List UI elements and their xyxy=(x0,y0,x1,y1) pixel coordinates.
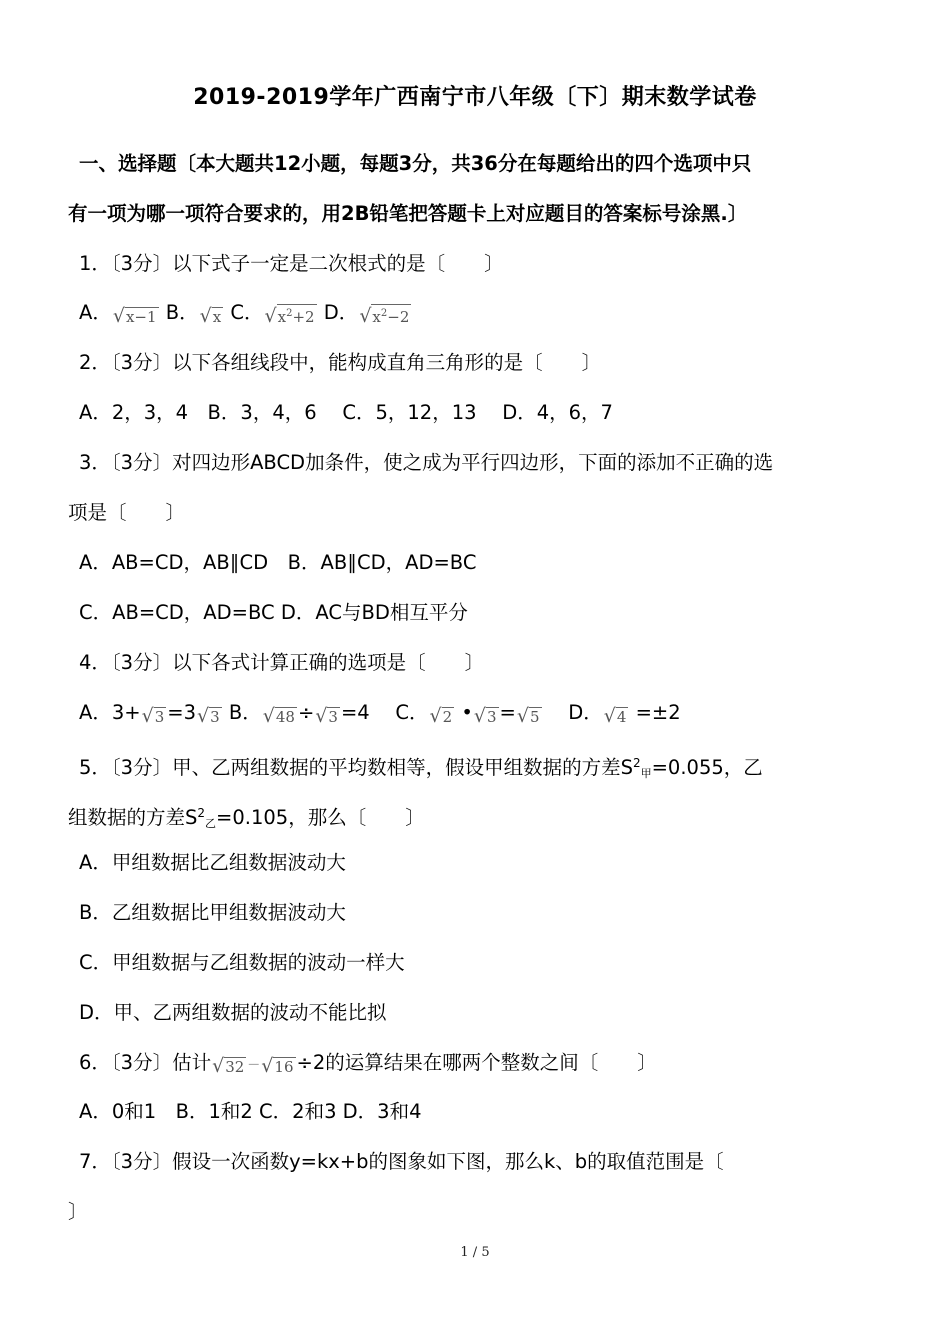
option-text: D． xyxy=(542,701,603,724)
stem-text: ÷2的运算结果在哪两个整数之间〔 〕 xyxy=(296,1051,657,1074)
radicand-exponent: 2 xyxy=(380,308,388,319)
radical-sign: √ xyxy=(197,705,210,727)
section-heading-line2: 有一项为哪一项符合要求的，用2B铅笔把答题卡上对应题目的答案标号涂黑.〕 xyxy=(68,202,748,225)
radicand: 16 xyxy=(274,1058,294,1076)
option-label: C． xyxy=(224,301,264,324)
superscript: 2 xyxy=(632,756,641,770)
option-text: A．3+ xyxy=(79,701,141,724)
question-3-options-ab: A．AB=CD，AB∥CD B．AB∥CD，AD=BC xyxy=(79,551,477,574)
radicand: 5 xyxy=(529,708,540,726)
question-5-option-c: C．甲组数据与乙组数据的波动一样大 xyxy=(79,951,405,974)
radical-sign: √ xyxy=(429,705,442,727)
option-text: =±2 xyxy=(629,701,681,724)
page-number: 1 / 5 xyxy=(460,1245,490,1260)
sqrt-expression xyxy=(200,306,224,326)
question-6-options: A．0和1 B．1和2 C．2和3 D．3和4 xyxy=(79,1100,422,1123)
radicand: 4 xyxy=(616,708,627,726)
radicand: 48 xyxy=(275,708,295,726)
document-title: 2019-2019学年广西南宁市八年级〔下〕期末数学试卷 xyxy=(193,85,757,110)
question-1-stem: 1．〔3分〕以下式子一定是二次根式的是〔 〕 xyxy=(79,252,504,275)
option-label: A． xyxy=(79,301,112,324)
radical-sign: √ xyxy=(603,705,616,727)
question-2-stem: 2．〔3分〕以下各组线段中，能构成直角三角形的是〔 〕 xyxy=(79,351,602,374)
sqrt-expression xyxy=(474,706,499,726)
radical-sign: √ xyxy=(261,1055,274,1077)
sqrt-expression xyxy=(359,304,411,326)
option-label: D． xyxy=(317,301,359,324)
radical-sign: √ xyxy=(315,705,328,727)
radical-sign: √ xyxy=(199,305,212,327)
option-text: =4 C． xyxy=(340,701,429,724)
sqrt-expression xyxy=(604,706,629,726)
radicand-tail: −2 xyxy=(387,308,410,326)
radicand xyxy=(277,304,317,326)
option-text: ÷ xyxy=(297,701,315,724)
question-5-option-d: D．甲、乙两组数据的波动不能比拟 xyxy=(79,1001,387,1024)
radical-sign: √ xyxy=(141,705,154,727)
question-4-stem: 4．〔3分〕以下各式计算正确的选项是〔 〕 xyxy=(79,651,485,674)
radicand: 3 xyxy=(210,708,220,726)
radical-sign: √ xyxy=(473,705,486,727)
radicand: 3 xyxy=(154,708,165,726)
question-3-options-cd: C．AB=CD，AD=BC D．AC与BD相互平分 xyxy=(79,601,468,624)
question-4-options xyxy=(79,698,681,728)
sqrt-expression xyxy=(265,304,317,326)
question-6-stem xyxy=(79,1048,657,1081)
sqrt-expression xyxy=(113,306,159,326)
option-text: • xyxy=(455,701,473,724)
question-5-option-b: B．乙组数据比甲组数据波动大 xyxy=(79,901,346,924)
question-3-stem-line2: 项是〔 〕 xyxy=(68,501,186,524)
question-1-options xyxy=(79,298,412,328)
sqrt-expression xyxy=(315,706,340,726)
radical-sign: √ xyxy=(516,705,529,727)
stem-text: － xyxy=(247,1058,261,1073)
sqrt-expression xyxy=(142,706,167,726)
radicand: 3 xyxy=(328,708,338,726)
question-7-stem-line2: 〕 xyxy=(68,1200,88,1223)
option-label: B． xyxy=(159,301,199,324)
sqrt-expression xyxy=(517,706,542,726)
option-text: = xyxy=(499,701,516,724)
stem-text: 6．〔3分〕估计 xyxy=(79,1051,212,1074)
radicand-exponent: 2 xyxy=(286,308,293,319)
question-5-stem-line2 xyxy=(68,798,425,839)
sqrt-expression xyxy=(212,1056,246,1076)
radicand-tail: +2 xyxy=(292,308,315,326)
section-heading-line1: 一、选择题〔本大题共12小题，每题3分，共36分在每题给出的四个选项中只 xyxy=(79,152,752,175)
superscript: 2 xyxy=(197,806,206,820)
option-text: =3 xyxy=(167,701,196,724)
radical-sign: √ xyxy=(112,305,125,327)
radical-sign: √ xyxy=(264,305,277,327)
radicand-base: x xyxy=(277,308,287,326)
question-5-option-a: A．甲组数据比乙组数据波动大 xyxy=(79,851,346,874)
sqrt-expression xyxy=(430,706,455,726)
radicand: x−1 xyxy=(125,308,157,326)
radical-sign: √ xyxy=(262,705,275,727)
question-7-stem-line1: 7．〔3分〕假设一次函数y=kx+b的图象如下图，那么k、b的取值范围是〔 xyxy=(79,1150,724,1173)
subscript: 乙 xyxy=(205,817,217,830)
subscript: 甲 xyxy=(640,767,652,780)
radical-sign: √ xyxy=(212,1055,225,1077)
radicand xyxy=(371,304,411,326)
sqrt-expression xyxy=(197,706,222,726)
question-2-options: A．2，3，4 B．3，4，6 C．5，12，13 D．4，6，7 xyxy=(79,401,613,424)
stem-text: =0.105，那么〔 〕 xyxy=(216,806,425,829)
radicand: 32 xyxy=(225,1058,245,1076)
radicand: 2 xyxy=(442,708,453,726)
sqrt-expression xyxy=(263,706,297,726)
radical-sign: √ xyxy=(359,305,372,327)
stem-text: 组数据的方差S xyxy=(68,806,198,829)
radicand: x xyxy=(212,308,222,326)
option-text: B． xyxy=(222,701,262,724)
radicand: 3 xyxy=(486,708,497,726)
question-3-stem-line1: 3．〔3分〕对四边形ABCD加条件，使之成为平行四边形，下面的添加不正确的选 xyxy=(79,451,774,474)
stem-text: 5．〔3分〕甲、乙两组数据的平均数相等，假设甲组数据的方差S xyxy=(79,756,633,779)
sqrt-expression xyxy=(261,1056,295,1076)
stem-text: =0.055，乙 xyxy=(651,756,763,779)
question-5-stem-line1 xyxy=(79,748,763,789)
radicand-base: x xyxy=(372,308,381,326)
